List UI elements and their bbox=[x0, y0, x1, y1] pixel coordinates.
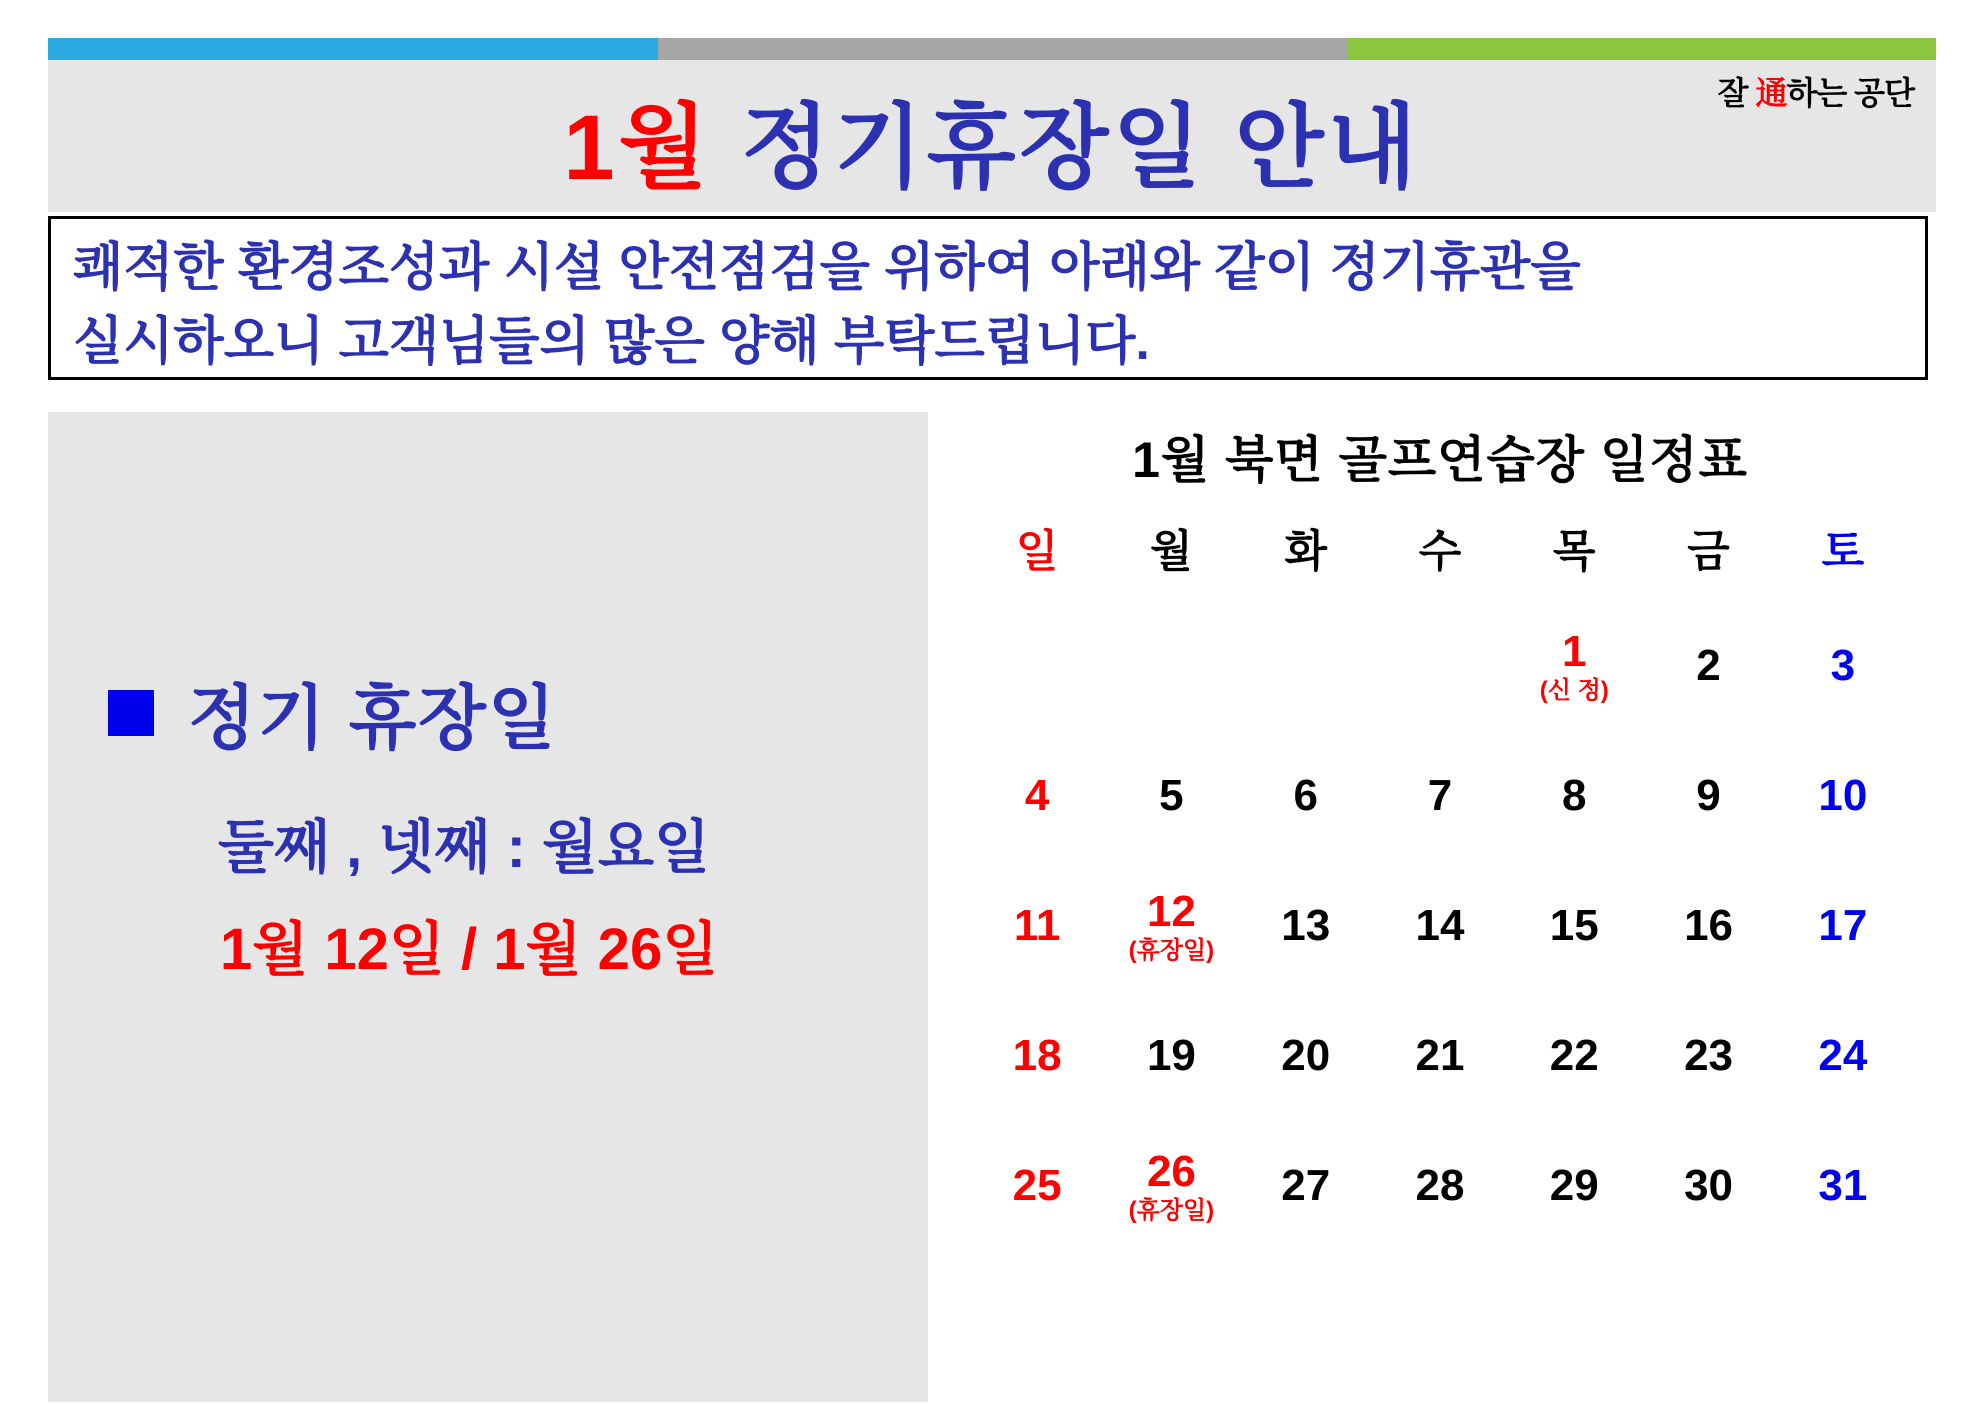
calendar-day-number: 13 bbox=[1281, 900, 1331, 950]
calendar-day-cell bbox=[1373, 861, 1507, 991]
calendar-day-cell-inner bbox=[1508, 629, 1640, 702]
calendar-day-number: 18 bbox=[1012, 1030, 1062, 1080]
calendar-day-cell bbox=[970, 991, 1104, 1121]
calendar-day-note: (휴장일) bbox=[1128, 1196, 1215, 1224]
calendar-day-cell bbox=[1776, 731, 1910, 861]
calendar-day-cell-inner bbox=[1642, 640, 1774, 690]
calendar-day-number: 6 bbox=[1293, 770, 1318, 820]
calendar-day-cell bbox=[1373, 991, 1507, 1121]
calendar-day-cell-inner bbox=[1508, 770, 1640, 820]
calendar-day-cell bbox=[1239, 731, 1373, 861]
calendar-day-number: 16 bbox=[1684, 900, 1734, 950]
calendar-day-cell-empty bbox=[1373, 601, 1507, 731]
header-band bbox=[48, 60, 1936, 212]
calendar-day-cell-inner bbox=[1240, 1030, 1372, 1080]
calendar-body bbox=[970, 601, 1910, 1251]
calendar-day-number: 14 bbox=[1415, 900, 1465, 950]
calendar-day-cell-inner bbox=[1374, 770, 1506, 820]
calendar-day-cell-inner bbox=[1777, 640, 1909, 690]
calendar-day-cell bbox=[1104, 1121, 1238, 1251]
calendar-day-number: 5 bbox=[1159, 770, 1184, 820]
calendar-day-number: 21 bbox=[1415, 1030, 1465, 1080]
calendar-day-cell bbox=[1507, 731, 1641, 861]
calendar-day-cell-inner bbox=[1777, 1030, 1909, 1080]
color-bar-segment-blue bbox=[48, 38, 658, 60]
calendar-day-cell bbox=[1507, 601, 1641, 731]
calendar-day-cell-inner bbox=[1374, 900, 1506, 950]
calendar-weekday-mon: 월 bbox=[1150, 527, 1193, 576]
calendar-day-number: 19 bbox=[1146, 1030, 1196, 1080]
calendar-day-cell bbox=[1104, 861, 1238, 991]
calendar-day-cell bbox=[1641, 991, 1775, 1121]
closure-heading bbox=[108, 662, 558, 763]
calendar-day-number: 8 bbox=[1562, 770, 1587, 820]
calendar-day-number: 24 bbox=[1818, 1030, 1868, 1080]
calendar-weekday-tue: 화 bbox=[1284, 527, 1327, 576]
calendar-day-cell bbox=[1507, 1121, 1641, 1251]
calendar-day-cell-inner bbox=[971, 770, 1103, 820]
calendar-day-cell bbox=[1507, 861, 1641, 991]
calendar-day-cell-inner bbox=[1777, 770, 1909, 820]
notice-line-2: 실시하오니 고객님들의 많은 양해 부탁드립니다. bbox=[73, 313, 1150, 371]
calendar-day-cell bbox=[1641, 601, 1775, 731]
notice-line-1: 쾌적한 환경조성과 시설 안전점검을 위하여 아래와 같이 정기휴관을 bbox=[73, 239, 1581, 297]
calendar-day-number: 10 bbox=[1818, 770, 1868, 820]
calendar-day-cell bbox=[1239, 991, 1373, 1121]
calendar-weekday-sun: 일 bbox=[1015, 527, 1059, 576]
page-title bbox=[48, 74, 1936, 206]
calendar-day-cell-inner bbox=[971, 900, 1103, 950]
calendar-weekday-fri: 금 bbox=[1687, 527, 1730, 576]
calendar-week-row bbox=[970, 1121, 1910, 1251]
calendar-day-cell-inner bbox=[1105, 889, 1237, 962]
calendar-day-cell-inner bbox=[1105, 1030, 1237, 1080]
color-bar-segment-green bbox=[1348, 38, 1936, 60]
calendar-weekday-thu: 목 bbox=[1553, 527, 1596, 576]
calendar-day-cell bbox=[1239, 861, 1373, 991]
calendar-day-cell-inner bbox=[1777, 1160, 1909, 1210]
calendar-day-number: 4 bbox=[1024, 770, 1050, 820]
calendar-day-cell-inner bbox=[1240, 900, 1372, 950]
calendar-day-number: 12 bbox=[1146, 887, 1196, 937]
calendar-day-cell-inner bbox=[1105, 1149, 1237, 1222]
calendar-day-cell-inner bbox=[1508, 1030, 1640, 1080]
calendar-weekday-header-row bbox=[970, 514, 1910, 601]
notice-box bbox=[48, 216, 1928, 380]
calendar-day-cell-inner bbox=[971, 1030, 1103, 1080]
closure-rule-text: 둘째 , 넷째 : 월요일 bbox=[218, 815, 711, 880]
calendar-day-number: 29 bbox=[1549, 1160, 1599, 1210]
calendar-day-cell-inner bbox=[971, 1160, 1103, 1210]
calendar-day-cell-inner bbox=[1642, 1030, 1774, 1080]
calendar-day-number: 17 bbox=[1818, 900, 1868, 950]
calendar-day-number: 22 bbox=[1549, 1030, 1599, 1080]
calendar-day-number: 2 bbox=[1696, 640, 1721, 690]
calendar-day-cell-inner bbox=[1105, 770, 1237, 820]
bullet-square-icon bbox=[108, 690, 154, 736]
color-bar-segment-gray bbox=[658, 38, 1348, 60]
calendar-day-cell bbox=[970, 1121, 1104, 1251]
calendar-day-cell-inner bbox=[1374, 1160, 1506, 1210]
calendar-day-cell-inner bbox=[1240, 1160, 1372, 1210]
page-title-rest: 정기휴장일 안내 bbox=[711, 97, 1421, 199]
calendar-day-cell bbox=[1507, 991, 1641, 1121]
calendar-table bbox=[970, 514, 1910, 1251]
calendar-day-cell-inner bbox=[1508, 900, 1640, 950]
calendar-weekday-sat: 토 bbox=[1821, 527, 1865, 576]
calendar-day-number: 26 bbox=[1146, 1147, 1196, 1197]
calendar-day-cell-inner bbox=[1642, 770, 1774, 820]
calendar-day-cell-empty bbox=[970, 601, 1104, 731]
calendar-day-cell bbox=[970, 731, 1104, 861]
calendar-day-cell-empty bbox=[1239, 601, 1373, 731]
closure-dates-text: 1월 12일 / 1월 26일 bbox=[220, 917, 719, 982]
calendar-day-cell bbox=[1641, 861, 1775, 991]
calendar-day-cell-inner bbox=[1374, 1030, 1506, 1080]
calendar-section bbox=[940, 420, 1940, 1251]
calendar-day-cell bbox=[1373, 1121, 1507, 1251]
calendar-day-cell bbox=[1104, 991, 1238, 1121]
calendar-day-cell-inner bbox=[1508, 1160, 1640, 1210]
calendar-day-cell-inner bbox=[1642, 1160, 1774, 1210]
calendar-day-number: 3 bbox=[1830, 640, 1856, 690]
calendar-day-number: 20 bbox=[1281, 1030, 1331, 1080]
calendar-day-number: 30 bbox=[1684, 1160, 1734, 1210]
calendar-weekday-wed: 수 bbox=[1418, 527, 1462, 576]
calendar-day-number: 7 bbox=[1427, 770, 1453, 820]
calendar-day-cell bbox=[1239, 1121, 1373, 1251]
calendar-day-number: 28 bbox=[1415, 1160, 1465, 1210]
calendar-day-cell bbox=[1776, 861, 1910, 991]
calendar-day-note: (휴장일) bbox=[1128, 936, 1215, 964]
calendar-day-cell bbox=[970, 861, 1104, 991]
calendar-day-number: 31 bbox=[1818, 1160, 1868, 1210]
calendar-day-cell bbox=[1776, 991, 1910, 1121]
calendar-week-row bbox=[970, 731, 1910, 861]
calendar-day-number: 9 bbox=[1696, 770, 1721, 820]
top-color-bar bbox=[48, 38, 1936, 60]
slogan-prefix: 잘 bbox=[1717, 75, 1756, 111]
slogan-suffix: 하는 공단 bbox=[1786, 75, 1914, 111]
closure-info-panel bbox=[48, 412, 928, 1402]
calendar-day-number: 27 bbox=[1281, 1160, 1331, 1210]
calendar-day-cell bbox=[1641, 731, 1775, 861]
calendar-title: 1월 북면 골프연습장 일정표 bbox=[1132, 432, 1748, 488]
calendar-day-cell bbox=[1104, 731, 1238, 861]
calendar-day-number: 23 bbox=[1684, 1030, 1734, 1080]
calendar-week-row bbox=[970, 991, 1910, 1121]
calendar-day-cell-inner bbox=[1777, 900, 1909, 950]
calendar-day-number: 25 bbox=[1012, 1160, 1062, 1210]
closure-heading-label: 정기 휴장일 bbox=[188, 679, 558, 757]
calendar-day-cell-empty bbox=[1104, 601, 1238, 731]
slogan-accent-character: 通 bbox=[1755, 75, 1787, 111]
calendar-day-cell bbox=[1373, 731, 1507, 861]
calendar-day-cell bbox=[1641, 1121, 1775, 1251]
calendar-day-number: 11 bbox=[1013, 900, 1061, 950]
calendar-day-note: (신 정) bbox=[1539, 676, 1609, 704]
calendar-day-cell bbox=[1776, 601, 1910, 731]
calendar-day-cell bbox=[1776, 1121, 1910, 1251]
page-title-month: 1월 bbox=[563, 97, 712, 199]
calendar-week-row bbox=[970, 601, 1910, 731]
calendar-day-number: 1 bbox=[1562, 627, 1587, 677]
calendar-day-number: 15 bbox=[1549, 900, 1599, 950]
calendar-day-cell-inner bbox=[1642, 900, 1774, 950]
calendar-week-row bbox=[970, 861, 1910, 991]
calendar-day-cell-inner bbox=[1240, 770, 1372, 820]
